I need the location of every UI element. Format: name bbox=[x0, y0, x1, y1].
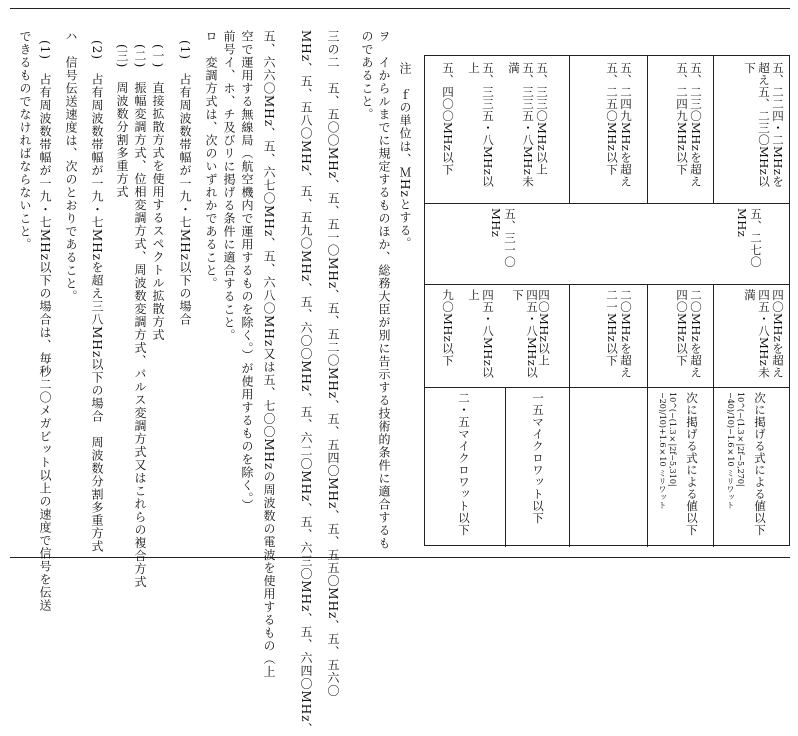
v-r3-b bbox=[647, 284, 648, 387]
top-rule bbox=[10, 8, 790, 9]
freq-list-d: 空で運用する無線局（航空機内で運用するものを除く。）が使用するものを除く。） bbox=[240, 30, 254, 512]
r1-c7: 五、四〇〇MHz以下 bbox=[441, 62, 455, 176]
table-rule-2 bbox=[425, 284, 789, 285]
v-r1-b bbox=[647, 56, 648, 203]
r3-c7: 九〇MHz以下 bbox=[441, 289, 455, 367]
r4-c2-formula: 10^(−(1.3×|2f−5,310|−20)/10)+1.6×10 ミリワット bbox=[658, 392, 677, 510]
table-rule-1 bbox=[425, 203, 789, 204]
ha1-line-a: (1) 占有周波数帯幅が一九・七MHz以下の場合は、毎秒二〇メガビット以上の速度で信号を伝送 bbox=[38, 40, 52, 613]
freq-list-a: 三の二 五、五〇〇MHz、五、五一〇MHz、五、五二〇MHz、五、五四〇MHz、五、五五〇MHz、五、五六〇 bbox=[326, 30, 340, 698]
r4-c3: 一五マイクロワット以下 bbox=[531, 392, 545, 524]
r1-c1: 五、二二四・二MHzを超え五、二三〇MHz以下 bbox=[743, 62, 785, 188]
r1-c6: 五、三三五・八MHz以上 bbox=[467, 62, 495, 188]
freq-list-b: MHz、五、五八〇MHz、五、五九〇MHz、五、六〇〇MHz、五、六二〇MHz、五、六三〇MHz、五、六四〇MHz、 bbox=[299, 30, 313, 736]
sub1-title: (1) 占有周波数帯幅が一九・七MHz以下の場合 bbox=[178, 40, 192, 327]
v-r3-a bbox=[713, 284, 714, 387]
r1-c5: 五、三三五・八MHz未満 bbox=[507, 62, 535, 188]
sub1-item-3: (三) 周波数分割多重方式 bbox=[115, 44, 129, 199]
ha1-line-b: できるものでなければならないこと。 bbox=[18, 30, 32, 251]
note-unit-line: ｆの単位は、ＭHzとする。 bbox=[398, 88, 412, 250]
limits-table bbox=[424, 55, 790, 546]
r3-c3: 二〇MHzを超え二一MHz以下 bbox=[605, 289, 633, 379]
r4-c1-formula: 10^(−(1.3×|2f−5,270|−40)/10)−1.6×10 ミリワット bbox=[726, 392, 745, 510]
item-wo: ヲ イからルまでに規定するものほか、総務大臣が別に告示する技術的条件に適合するものであること。 bbox=[360, 30, 391, 550]
r4-c2-label: 次に掲げる式による値以下 bbox=[685, 392, 699, 536]
r1-c4: 五、三三〇MHz以上 bbox=[535, 62, 549, 176]
item-ro: ロ 変調方式は、次のいずれかであること。 bbox=[204, 30, 218, 290]
v-r4-b bbox=[647, 387, 648, 547]
sub1-item-2: (二) 振幅変調方式、位相変調方式、周波数変調方式、パルス変調方式又はこれらの複合方式 bbox=[133, 44, 147, 589]
v-r4-a bbox=[713, 387, 714, 547]
r4-c4: 二・五マイクロワット以下 bbox=[457, 392, 471, 536]
v-r3-c bbox=[569, 284, 570, 387]
item-ha: ハ 信号伝送速度は、次のとおりであること。 bbox=[64, 30, 78, 303]
r3-c2: 二〇MHzを超え四〇MHz以下 bbox=[675, 289, 703, 379]
r2-c1: 五、二七〇MHz bbox=[735, 208, 763, 268]
r4-c1-label: 次に掲げる式による値以下 bbox=[753, 392, 767, 536]
r3-c4: 四〇MHz以上 bbox=[537, 289, 551, 367]
v-r4-d bbox=[505, 387, 506, 547]
freq-list-c: 五、六六〇MHz、五、六七〇MHz、五、六八〇MHz又は五、七〇〇MHzの周波数の電波を使用するもの（上 bbox=[262, 30, 276, 679]
r3-c6: 四五・八MHz以上 bbox=[467, 289, 495, 379]
sub2-title: (2) 占有周波数帯幅が一九・七MHzを超え三八MHz以下の場合 周波数分割多重方式 bbox=[90, 40, 104, 554]
r1-c2: 五、二三〇MHzを超え五、二四九MHz以下 bbox=[675, 62, 703, 188]
note-marker: 注 bbox=[398, 62, 412, 75]
v-r1-c bbox=[569, 56, 570, 203]
r1-c3: 五、二四九MHzを超え五、二五〇MHz以下 bbox=[605, 62, 633, 188]
v-r4-c bbox=[569, 387, 570, 547]
r3-c1: 四〇MHzを超え四五・八MHz未満 bbox=[743, 289, 785, 379]
bottom-rule bbox=[10, 557, 790, 558]
r3-c5: 四五・八MHz以下 bbox=[511, 289, 539, 379]
r2-c2: 五、三一〇MHz bbox=[489, 208, 517, 268]
freq-list-e: 前号イ、ホ、チ及びリに掲げる条件に適合すること。 bbox=[222, 30, 236, 342]
table-rule-3 bbox=[425, 387, 789, 388]
sub1-item-1: (一) 直接拡散方式を使用するスペクトル拡散方式 bbox=[151, 44, 165, 342]
v-r1-a bbox=[713, 56, 714, 203]
